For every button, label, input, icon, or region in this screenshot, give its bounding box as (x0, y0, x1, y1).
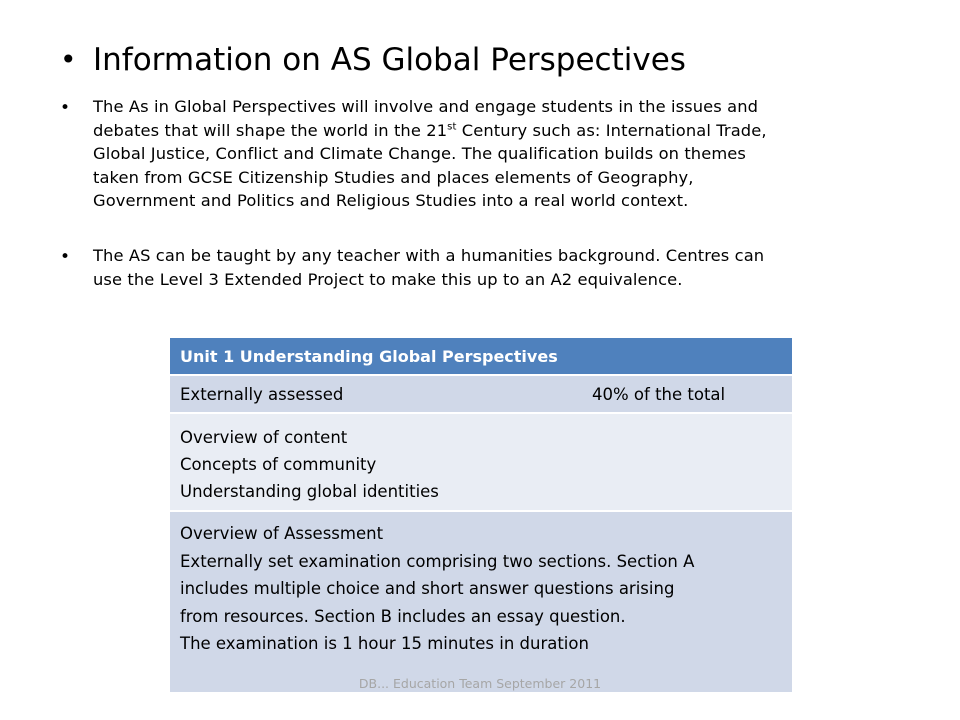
slide-footer: DB... Education Team September 2011 (358, 676, 602, 691)
paragraph-text: debates that will shape the world in the 21 (93, 120, 448, 140)
paragraph-line (93, 119, 767, 143)
table-cell-line: Externally set examination comprising two sections. Section A (180, 551, 695, 571)
superscript: st (447, 121, 457, 133)
table-cell-line: Overview of content (180, 428, 348, 447)
bullet-icon: • (60, 43, 77, 76)
paragraph-line: taken from GCSE Citizenship Studies and places elements of Geography, (93, 167, 694, 187)
table-cell-line: The examination is 1 hour 15 minutes in duration (180, 634, 589, 653)
unit-table (170, 338, 792, 692)
table-row (170, 376, 792, 414)
table-cell-line: Understanding global identities (180, 482, 439, 501)
assessment-type: Externally assessed (180, 385, 344, 404)
table-cell-line: Concepts of community (180, 455, 377, 474)
table-header-text: Unit 1 Understanding Global Perspectives (180, 347, 558, 366)
paragraph-line: Government and Politics and Religious Studies into a real world context. (93, 191, 689, 210)
paragraph-line: use the Level 3 Extended Project to make this up to an A2 equivalence. (93, 269, 683, 289)
paragraph-2 (93, 244, 764, 291)
table-row (170, 414, 792, 512)
paragraph-text: Century such as: International Trade, (461, 120, 767, 140)
bullet-icon: • (60, 247, 71, 267)
table-cell-line: Overview of Assessment (180, 524, 384, 543)
assessment-weight: 40% of the total (592, 385, 726, 404)
paragraph-1 (93, 95, 767, 213)
slide-title: Information on AS Global Perspectives (93, 42, 686, 78)
table-cell-line: includes multiple choice and short answer questions arising (180, 579, 675, 598)
table-cell-line: from resources. Section B includes an essay question. (180, 606, 626, 626)
paragraph-line: The AS can be taught by any teacher with a humanities background. Centres can (93, 246, 765, 265)
paragraph-line: The As in Global Perspectives will involve and engage students in the issues and (93, 97, 759, 116)
table-header (170, 338, 792, 376)
bullet-icon: • (60, 98, 71, 118)
paragraph-line: Global Justice, Conflict and Climate Change. The qualification builds on themes (93, 144, 747, 163)
table-row (170, 512, 792, 692)
